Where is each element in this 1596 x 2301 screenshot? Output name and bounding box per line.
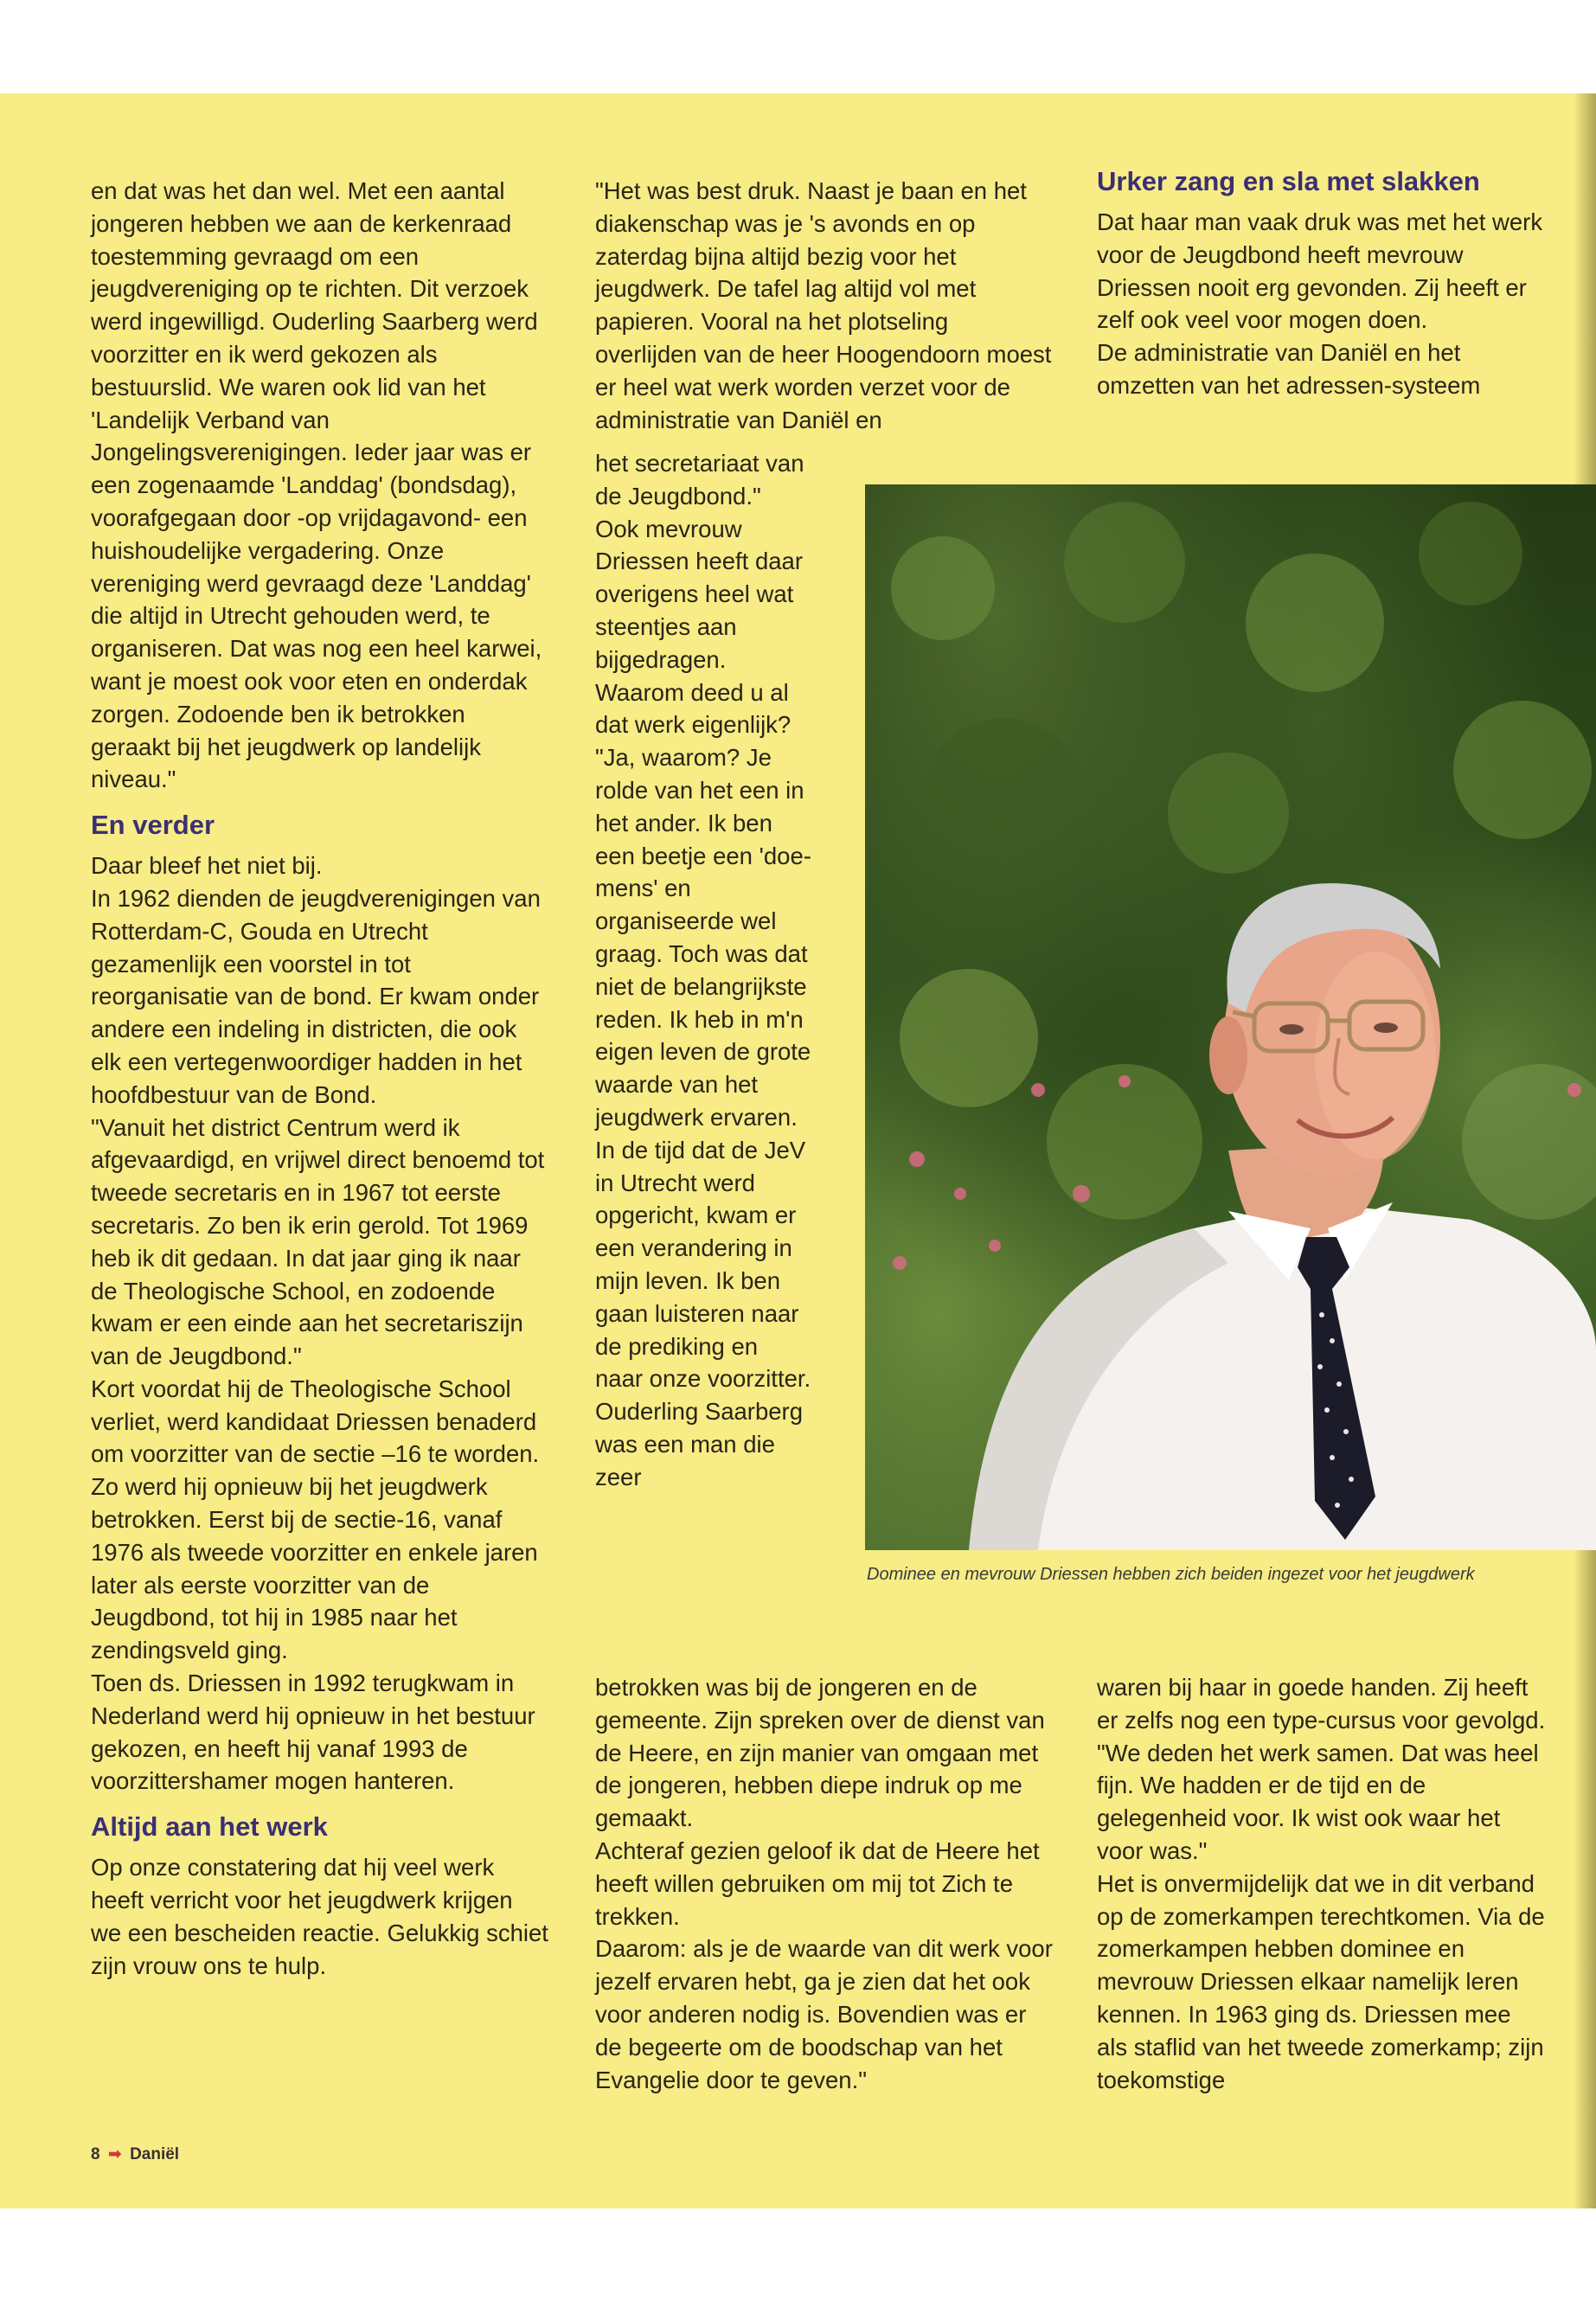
paragraph: Daarom: als je de waarde van dit werk voor jezelf ervaren hebt, ga je zien dat het ook voor anderen nodig is. Bovendien was er de begeerte om de boodschap van het Evangelie door te geven." (595, 1935, 1053, 2093)
paragraph: betrokken was bij de jongeren en de gemeente. Zijn spreken over de dienst van de Heere, en zijn manier van omgaan met de jongeren, hebben diepe indruk op me gemaakt. (595, 1674, 1045, 1832)
arrow-icon: ➡ (107, 2145, 122, 2163)
column1-intro-paragraph: en dat was het dan wel. Met een aantal jongeren hebben we aan de kerkenraad toestemming gevraagd om een jeugdvereniging op te richten. Dit verzoek werd ingewilligd. Ouderling Saarberg werd voorzitter en ik werd gekozen als bestuurslid. We waren ook lid van het 'Landelijk Verband van Jongelingsverenigingen. Ieder jaar was er een zogenaamde 'Landdag' (bondsdag), voorafgegaan door -op vrijdagavond- een huishoudelijke vergadering. Onze vereniging werd gevraagd deze 'Landdag' die altijd in Utrecht gehouden werd, te organiseren. Dat was nog een heel karwei, want je moest ook voor eten en onderdak zorgen. Zodoende ben ik betrokken geraakt bij het jeugdwerk op landelijk niveau." (91, 177, 542, 793)
article-column-2-top (595, 175, 1054, 436)
page-number: 8 (91, 2145, 100, 2163)
article-column-3-top (1097, 164, 1547, 402)
page-footer (91, 2144, 179, 2164)
paragraph: Op onze constatering dat hij veel werk heeft verricht voor het jeugdwerk krijgen we een bescheiden reactie. Gelukkig schiet zijn vrouw ons te hulp. (91, 1854, 548, 1979)
portrait-photo (865, 484, 1596, 1550)
article-column-1 (91, 175, 549, 1982)
question-paragraph: Waarom deed u al dat werk eigenlijk? (595, 678, 792, 739)
article-column-3-bottom (1097, 1671, 1547, 2096)
paragraph: Toen ds. Driessen in 1992 terugkwam in Nederland werd hij opnieuw in het bestuur gekozen, en heeft hij vanaf 1993 de voorzittershamer mogen hanteren. (91, 1670, 535, 1795)
paragraph: Ook mevrouw Driessen heeft daar overigens heel wat steentjes aan bijgedragen. (595, 515, 803, 673)
paragraph: In 1962 dienden de jeugdverenigingen van Rotterdam-C, Gouda en Utrecht gezamenlijk een voorstel in tot reorganisatie van de bond. Er kwam onder andere een indeling in districten, die ook elk een vertegenwoordiger hadden in het hoofdbestuur van de Bond. (91, 884, 541, 1108)
paragraph: "We deden het werk samen. Dat was heel fijn. We hadden er de tijd en de gelegenheid voor. Ik wist ook waar het voor was." (1097, 1739, 1539, 1864)
subheading-urker-zang: Urker zang en sla met slakken (1097, 166, 1480, 196)
paragraph: "Ja, waarom? Je rolde van het een in het ander. Ik ben een beetje een 'doe-mens' en organiseerde wel graag. Toch was dat niet de belangrijkste reden. Ik heb in m'n eigen leven de grote waarde van het jeugdwerk ervaren. In de tijd dat de JeV in Utrecht werd opgericht, kwam er een verandering in mijn leven. Ik ben gaan luisteren naar de prediking en naar onze voorzitter. Ouderling Saarberg was een man die zeer (595, 744, 811, 1490)
subheading-en-verder: En verder (91, 810, 215, 841)
subheading-altijd-aan-het-werk: Altijd aan het werk (91, 1811, 328, 1843)
paragraph: "Vanuit het district Centrum werd ik afgevaardigd, en vrijwel direct benoemd tot tweede secretaris en in 1967 tot eerste secretaris. Zo ben ik erin gerold. Tot 1969 heb ik dit gedaan. In dat jaar ging ik naar de Theologische School, en zodoende kwam er een einde aan het secretariszijn van de Jeugdbond." (91, 1113, 545, 1370)
paragraph: De administratie van Daniël en het omzetten van het adressen-systeem (1097, 339, 1481, 399)
paragraph: Kort voordat hij de Theologische School verliet, werd kandidaat Driessen benaderd om voorzitter van de sectie –16 te worden. Zo werd hij opnieuw bij het jeugdwerk betrokken. Eerst bij de sectie-16, vanaf 1976 als tweede voorzitter en enkele jaren later als eerste voorzitter van de Jeugdbond, tot hij in 1985 naar het zendingsveld ging. (91, 1375, 540, 1664)
paragraph: Dat haar man vaak druk was met het werk voor de Jeugdbond heeft mevrouw Driessen nooit erg gevonden. Zij heeft er zelf ook veel voor mogen doen. (1097, 208, 1543, 334)
paragraph: "Het was best druk. Naast je baan en het diakenschap was je 's avonds en op zaterdag bijna altijd bezig voor het jeugdwerk. De tafel lag altijd vol met papieren. Vooral na het plotseling overlijden van de heer Hoogendoorn moest er heel wat werk worden verzet voor de administratie van Daniël en (595, 177, 1052, 433)
paragraph: Het is onvermijdelijk dat we in dit verband op de zomerkampen terechtkomen. Via de zomerkampen hebben dominee en mevrouw Driessen elkaar namelijk leren kennen. In 1963 ging ds. Driessen mee als staflid van het tweede zomerkamp; zijn toekomstige (1097, 1869, 1545, 2093)
paragraph: Daar bleef het niet bij. (91, 852, 323, 880)
magazine-name: Daniël (130, 2145, 180, 2163)
article-column-2-narrow (595, 447, 811, 1494)
paragraph: Achteraf gezien geloof ik dat de Heere het heeft willen gebruiken om mij tot Zich te trekken. (595, 1836, 1040, 1930)
article-column-2-bottom (595, 1671, 1054, 2096)
photo-caption: Dominee en mevrouw Driessen hebben zich beiden ingezet voor het jeugdwerk (867, 1565, 1475, 1584)
paragraph: waren bij haar in goede handen. Zij heeft er zelfs nog een type-cursus voor gevolgd. (1097, 1674, 1546, 1734)
portrait-illustration (865, 484, 1596, 1550)
paragraph: het secretariaat van de Jeugdbond." (595, 450, 804, 510)
